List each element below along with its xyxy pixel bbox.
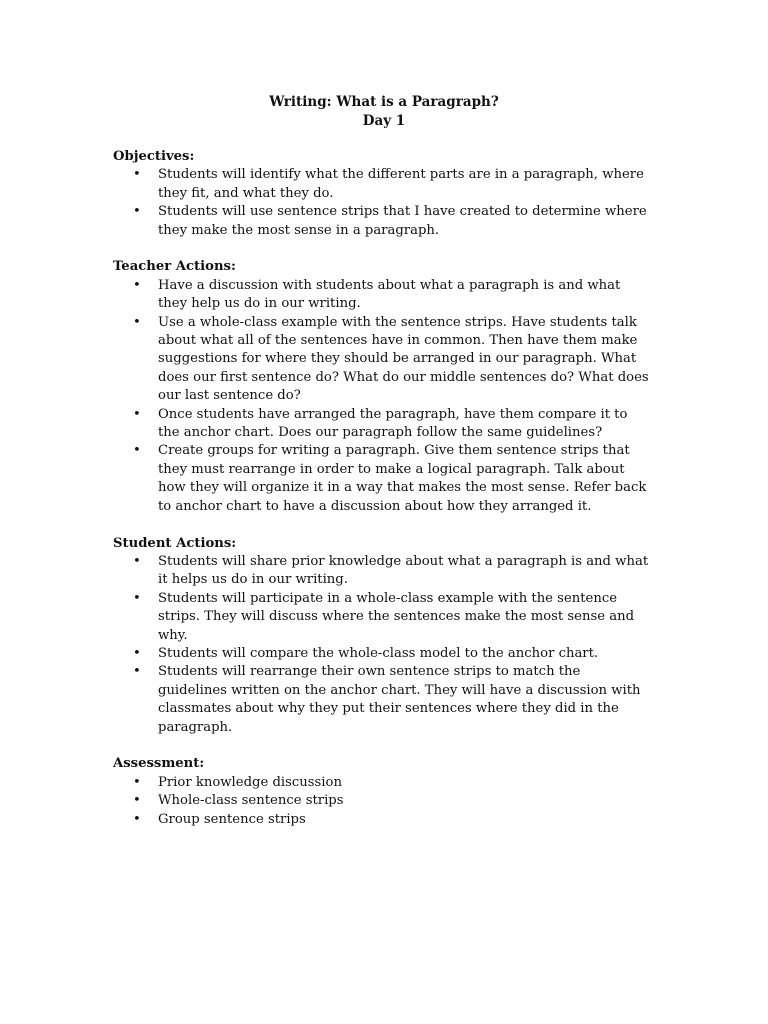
- bullet-icon: •: [133, 774, 141, 790]
- bullet-icon: •: [133, 443, 141, 459]
- list-item: [113, 203, 653, 240]
- list-item-text: Students will rearrange their own sentence strips to match the guidelines written on the anchor chart. They will have a discussion with classmates about why they put their sentences where they did in the paragraph.: [158, 664, 641, 735]
- list-item-text: Students will compare the whole-class model to the anchor chart.: [158, 645, 599, 661]
- list-item: [113, 553, 653, 590]
- bullet-icon: •: [133, 167, 141, 183]
- bullet-list: [113, 277, 653, 516]
- list-item: [113, 406, 653, 443]
- bullet-icon: •: [133, 664, 141, 680]
- list-item: [113, 663, 653, 737]
- bullet-icon: •: [133, 811, 141, 827]
- list-item-text: Group sentence strips: [158, 811, 306, 827]
- list-item: [113, 166, 653, 203]
- title-block: [0, 93, 768, 131]
- document-subtitle: Day 1: [362, 113, 406, 129]
- list-item: [113, 774, 653, 792]
- list-item-text: Whole-class sentence strips: [158, 793, 344, 809]
- section-assessment: [113, 755, 653, 829]
- bullet-list: [113, 553, 653, 737]
- section-heading: Teacher Actions:: [113, 259, 236, 275]
- list-item-text: Students will identify what the different parts are in a paragraph, where they fit, and what they do.: [158, 167, 644, 201]
- section-teacher-actions: [113, 258, 653, 516]
- section-heading: Assessment:: [113, 756, 205, 772]
- document-title: Writing: What is a Paragraph?: [269, 94, 499, 110]
- list-item-text: Students will participate in a whole-class example with the sentence strips. They will discuss where the sentences make the most sense and why.: [158, 590, 635, 643]
- bullet-icon: •: [133, 645, 141, 661]
- bullet-icon: •: [133, 314, 141, 330]
- bullet-icon: •: [133, 204, 141, 220]
- section-student-actions: [113, 535, 653, 737]
- document-body: [113, 148, 653, 847]
- list-item: [113, 590, 653, 645]
- list-item-text: Once students have arranged the paragraph, have them compare it to the anchor chart. Does our paragraph follow the same guidelines?: [158, 406, 628, 441]
- bullet-icon: •: [133, 590, 141, 606]
- list-item: [113, 645, 653, 663]
- list-item-text: Students will share prior knowledge about what a paragraph is and what it helps us do in our writing.: [158, 553, 649, 588]
- bullet-list: [113, 166, 653, 240]
- list-item: [113, 314, 653, 406]
- list-item-text: Have a discussion with students about what a paragraph is and what they help us do in our writing.: [158, 277, 621, 312]
- list-item: [113, 792, 653, 810]
- bullet-icon: •: [133, 793, 141, 809]
- list-item: [113, 811, 653, 829]
- section-heading: Student Actions:: [113, 535, 237, 551]
- list-item-text: Students will use sentence strips that I have created to determine where they make the most sense in a paragraph.: [158, 204, 647, 238]
- list-item-text: Use a whole-class example with the sentence strips. Have students talk about what all of the sentences have in common. Then have them make suggestions for where they should be arranged in our paragraph. What does our first sentence do? What do our middle sentences do? What does our last sentence do?: [158, 314, 649, 404]
- list-item-text: Create groups for writing a paragraph. Give them sentence strips that they must rearrange in order to make a logical paragraph. Talk about how they will organize it in a way that makes the most sense. Refer back to anchor chart to have a discussion about how they arranged it.: [158, 443, 647, 514]
- section-objectives: [113, 148, 653, 240]
- list-item: [113, 442, 653, 516]
- bullet-icon: •: [133, 553, 141, 569]
- bullet-list: [113, 774, 653, 829]
- list-item-text: Prior knowledge discussion: [158, 774, 342, 790]
- bullet-icon: •: [133, 277, 141, 293]
- bullet-icon: •: [133, 406, 141, 422]
- list-item: [113, 277, 653, 314]
- section-heading: Objectives:: [113, 149, 195, 164]
